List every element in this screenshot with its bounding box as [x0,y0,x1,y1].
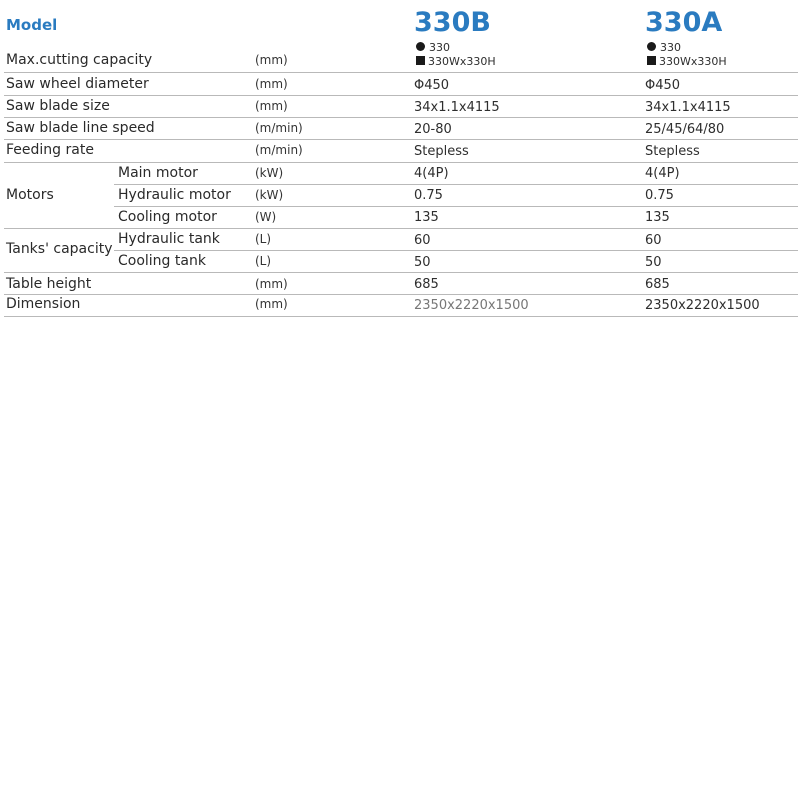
row-divider [4,95,798,96]
model-heading: Model [6,16,58,34]
row-label: Saw blade line speed [6,120,155,136]
capacity-round-330b [416,42,450,53]
row-label: Saw wheel diameter [6,76,149,92]
row-label-max-cutting-capacity: Max.cutting capacity [6,52,153,68]
row-label: Hydraulic motor [118,187,231,203]
row-unit: (kW) [255,166,284,180]
value-330b: 50 [414,255,431,270]
capacity-round-330a [647,42,681,53]
row-unit: (L) [255,254,272,268]
capacity-round-value: 330 [429,41,450,54]
group-label-motors: Motors [6,187,54,203]
row-label: Cooling motor [118,209,217,225]
row-label: Feeding rate [6,142,94,158]
row-unit: (mm) [255,277,288,291]
row-divider [114,184,798,185]
value-330a: Stepless [645,144,700,159]
value-330a: 34x1.1x4115 [645,100,731,115]
rect-stock-icon [416,56,425,65]
value-330b: 685 [414,277,439,292]
row-unit: (L) [255,232,272,246]
row-unit: (m/min) [255,121,303,135]
row-divider [4,117,798,118]
value-330a: 135 [645,210,670,225]
row-divider [4,139,798,140]
row-label: Cooling tank [118,253,206,269]
row-label: Saw blade size [6,98,110,114]
row-divider [114,206,798,207]
spec-table [0,0,800,320]
row-divider [4,294,798,295]
value-330b: Φ450 [414,78,450,93]
value-330b: Stepless [414,144,469,159]
value-330a: 4(4P) [645,166,680,181]
row-unit: (mm) [255,77,288,91]
value-330a: 50 [645,255,662,270]
rect-stock-icon [647,56,656,65]
row-unit: (m/min) [255,143,303,157]
value-330b: 0.75 [414,188,443,203]
value-330b: 2350x2220x1500 [414,298,529,313]
row-divider [4,272,798,273]
group-label-tanks: Tanks' capacity [6,241,113,257]
row-divider [4,162,798,163]
value-330a: 60 [645,233,662,248]
row-unit-max-cutting-capacity: (mm) [255,53,288,67]
row-unit: (W) [255,210,277,224]
value-330b: 20-80 [414,122,452,137]
row-label: Table height [6,276,92,292]
row-divider [4,72,798,73]
value-330a: Φ450 [645,78,681,93]
row-label: Main motor [118,165,198,181]
capacity-round-value: 330 [660,41,681,54]
capacity-rect-value: 330Wx330H [659,55,727,68]
round-stock-icon [416,42,425,51]
capacity-rect-330b [416,56,496,67]
capacity-rect-value: 330Wx330H [428,55,496,68]
row-unit: (kW) [255,188,284,202]
row-label: Dimension [6,296,81,312]
value-330a: 2350x2220x1500 [645,298,760,313]
row-divider [4,228,798,229]
value-330b: 34x1.1x4115 [414,100,500,115]
row-divider [4,316,798,317]
round-stock-icon [647,42,656,51]
capacity-rect-330a [647,56,727,67]
value-330b: 60 [414,233,431,248]
value-330b: 135 [414,210,439,225]
row-divider [114,250,798,251]
value-330a: 685 [645,277,670,292]
value-330a: 25/45/64/80 [645,122,725,137]
row-unit: (mm) [255,99,288,113]
row-label: Hydraulic tank [118,231,220,247]
model-330b-heading: 330B [414,7,491,38]
value-330b: 4(4P) [414,166,449,181]
row-unit: (mm) [255,297,288,311]
value-330a: 0.75 [645,188,674,203]
model-330a-heading: 330A [645,7,723,38]
